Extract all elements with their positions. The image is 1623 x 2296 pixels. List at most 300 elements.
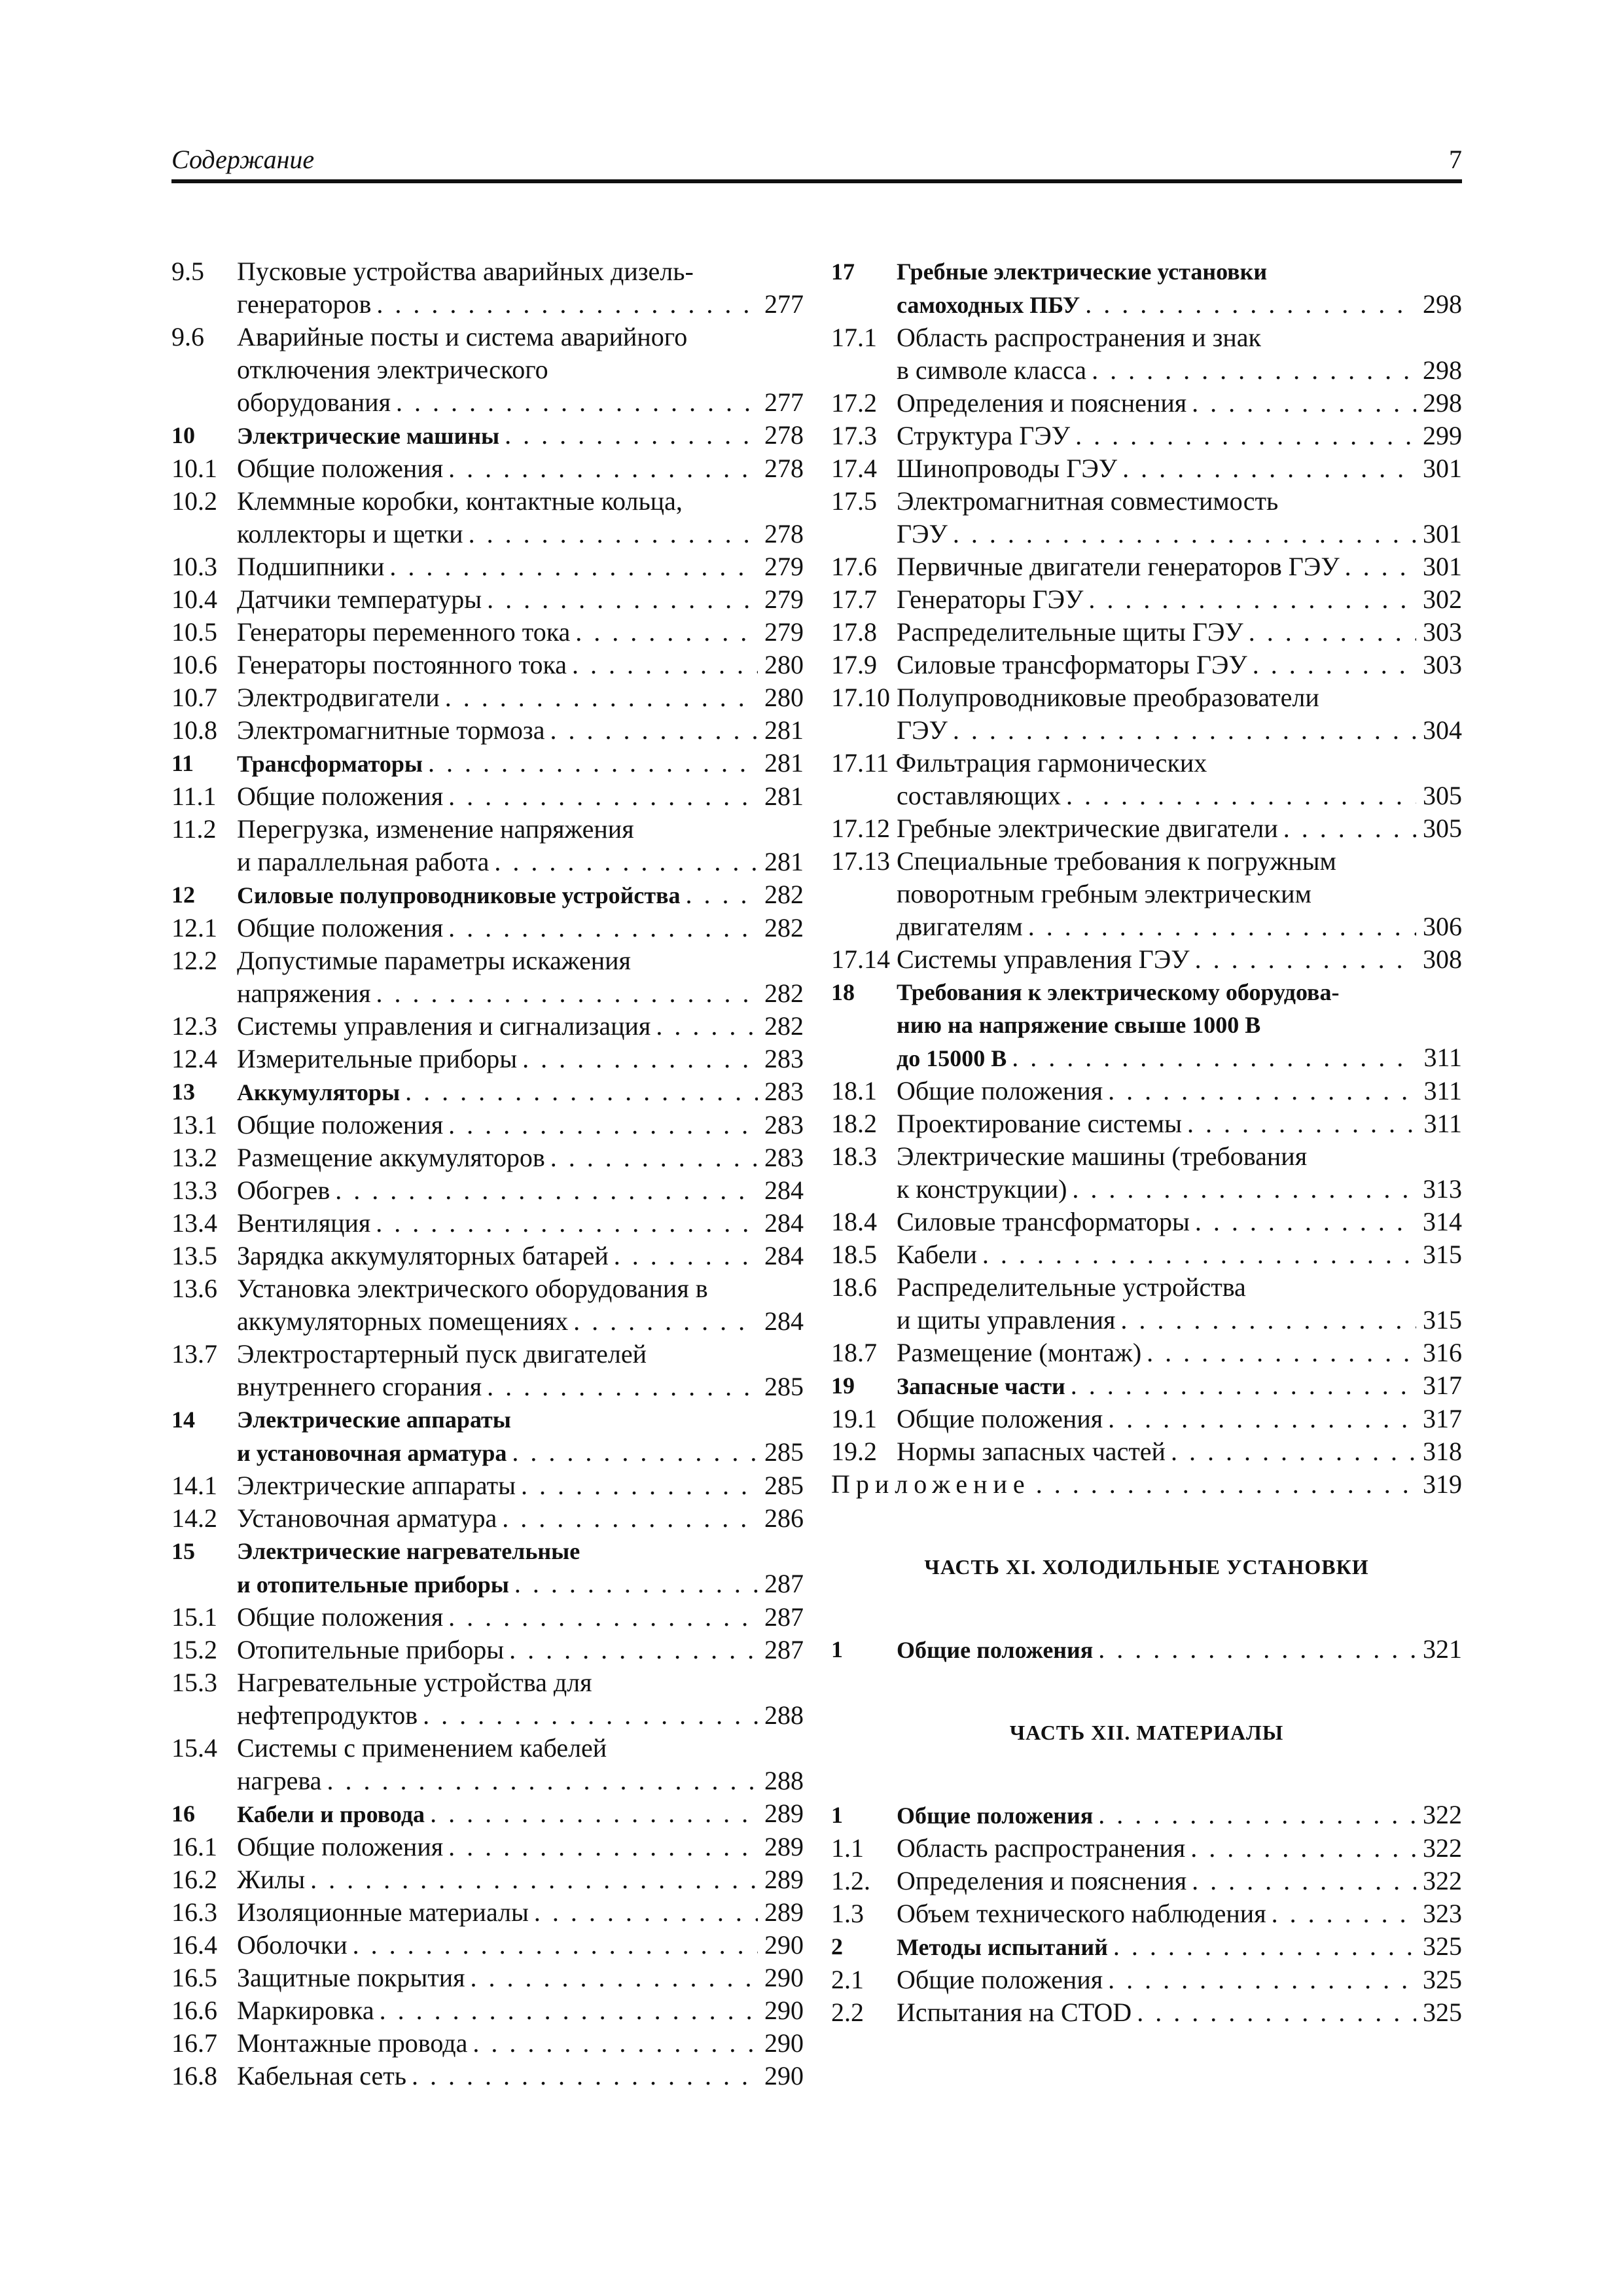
toc-entry-body <box>237 1075 804 1109</box>
toc-entry <box>831 485 1462 550</box>
toc-entry-number: 10 <box>171 422 195 448</box>
toc-entry-title: Датчики температуры <box>237 584 482 614</box>
toc-entry-number: 17.5 <box>831 486 877 516</box>
toc-entry-number: 19 <box>831 1372 855 1399</box>
toc-entry-last-line <box>237 1896 804 1929</box>
toc-entry-page: 323 <box>1423 1899 1462 1928</box>
toc-entry-title: Силовые трансформаторы ГЭУ <box>897 650 1247 679</box>
toc-entry <box>171 747 804 780</box>
toc-entry-body <box>237 1929 804 1962</box>
toc-entry-last-line <box>237 1994 804 2027</box>
toc-entry-title: Запасные части <box>897 1373 1065 1399</box>
dot-leader <box>1092 354 1416 387</box>
toc-entry-page: 279 <box>764 584 804 614</box>
toc-entry-page: 283 <box>764 1077 804 1106</box>
toc-entry-title: Маркировка <box>237 1996 374 2025</box>
toc-entry-page: 287 <box>764 1602 804 1632</box>
toc-entry-title: Кабельная сеть <box>237 2061 406 2090</box>
toc-entry-body <box>237 780 804 813</box>
toc-entry-body <box>897 1369 1462 1403</box>
toc-entry-title: Жилы <box>237 1865 306 1894</box>
toc-entry-number: 11.2 <box>171 814 217 844</box>
toc-entry-number: 17.14 <box>831 944 890 974</box>
dot-leader <box>494 846 758 878</box>
toc-entry-number: 16.6 <box>171 1996 217 2025</box>
toc-entry <box>171 681 804 714</box>
toc-entry-body <box>897 452 1462 485</box>
toc-entry-page: 282 <box>764 880 804 909</box>
toc-entry-body <box>897 321 1462 387</box>
toc-entry-page: 318 <box>1423 1437 1462 1466</box>
toc-entry-number: 17.12 <box>831 814 890 843</box>
toc-entry-number: 18.5 <box>831 1240 877 1269</box>
toc-entry-number: 13.6 <box>171 1274 217 1303</box>
toc-entry-title: Генераторы ГЭУ <box>897 584 1084 614</box>
toc-entry-last-line <box>237 1075 804 1109</box>
toc-entry-body <box>897 1107 1462 1140</box>
toc-entry <box>831 1107 1462 1140</box>
toc-entry-last-line <box>237 2060 804 2092</box>
toc-entry-title-line: 17.11 Фильтрация гармонических <box>831 748 1207 778</box>
toc-entry <box>171 2027 804 2060</box>
toc-entry-page: 280 <box>764 650 804 679</box>
toc-entry <box>171 616 804 649</box>
toc-entry <box>171 1272 804 1338</box>
toc-entry-number: 10.8 <box>171 715 217 745</box>
toc-entry-body <box>897 420 1462 452</box>
toc-entry-body <box>237 681 804 714</box>
toc-entry-title: Испытания на CTOD <box>897 1998 1132 2027</box>
toc-entry-last-line <box>237 452 804 485</box>
dot-leader <box>1120 1304 1416 1336</box>
toc-entry-page: 317 <box>1423 1404 1462 1433</box>
toc-entry-page: 311 <box>1423 1043 1462 1072</box>
toc-entry-page: 305 <box>1423 781 1462 810</box>
dot-leader <box>1012 1041 1416 1074</box>
toc-entry-last-line <box>237 1240 804 1272</box>
page-header <box>171 131 1462 183</box>
toc-entry <box>171 419 804 452</box>
toc-entry-title: Общие положения <box>897 1965 1103 1994</box>
toc-entry-body <box>897 616 1462 649</box>
dot-leader <box>521 1469 758 1502</box>
toc-entry-title: и щиты управления <box>897 1305 1116 1335</box>
toc-entry-number: 13.2 <box>171 1143 217 1172</box>
toc-entry-last-line <box>897 1403 1462 1435</box>
toc-entry <box>831 845 1462 943</box>
toc-entry-body <box>237 1962 804 1994</box>
toc-entry-number: 16 <box>171 1801 195 1827</box>
toc-entry-body <box>237 1240 804 1272</box>
dot-leader <box>335 1174 758 1207</box>
toc-entry-title: Электромагнитные тормоза <box>237 715 545 745</box>
toc-entry-title: Общие положения <box>237 781 444 811</box>
toc-entry-number: 10.1 <box>171 454 217 483</box>
dot-leader <box>505 419 758 452</box>
toc-entry-last-line <box>897 1832 1462 1865</box>
toc-column-right <box>831 255 1462 2029</box>
dot-leader <box>376 288 758 321</box>
toc-entry-page: 317 <box>1423 1371 1462 1400</box>
toc-entry-number: 15.1 <box>171 1602 217 1632</box>
toc-entry-title: аккумуляторных помещениях <box>237 1306 569 1336</box>
toc-entry-body <box>237 1043 804 1075</box>
toc-entry-last-line <box>237 747 804 780</box>
toc-entry <box>171 1929 804 1962</box>
toc-entry-body <box>237 1403 804 1469</box>
toc-entry-body <box>897 1140 1462 1206</box>
toc-entry-last-line <box>897 1930 1462 1964</box>
toc-entry-last-line <box>237 386 804 419</box>
dot-leader <box>1249 616 1416 649</box>
toc-entry <box>171 1863 804 1896</box>
toc-entry-last-line <box>897 1336 1462 1369</box>
toc-entry <box>831 616 1462 649</box>
toc-entry-page: 283 <box>764 1110 804 1139</box>
toc-entry-last-line <box>831 812 1462 845</box>
toc-entry-title: ГЭУ <box>897 519 948 548</box>
toc-entry <box>171 1403 804 1469</box>
toc-entry-body <box>237 1863 804 1896</box>
toc-entry-last-line <box>237 288 804 321</box>
dot-leader <box>1192 387 1416 420</box>
toc-entry-page: 289 <box>764 1865 804 1894</box>
toc-entry <box>171 912 804 944</box>
toc-entry-page: 283 <box>764 1143 804 1172</box>
toc-entry <box>171 813 804 878</box>
toc-entry-body <box>237 1272 804 1338</box>
toc-entry-title: составляющих <box>897 781 1061 810</box>
toc-entry-title-line: Гребные электрические установки <box>897 259 1268 285</box>
toc-entry-number: 18 <box>831 979 855 1005</box>
toc-entry-page: 290 <box>764 1930 804 1960</box>
toc-entry <box>171 1141 804 1174</box>
dot-leader <box>1171 1435 1416 1468</box>
toc-entry-title: внутреннего сгорания <box>237 1372 482 1401</box>
toc-entry-number: 15.3 <box>171 1668 217 1697</box>
toc-entry-number: 12 <box>171 882 195 908</box>
toc-entry-page: 308 <box>1423 944 1462 974</box>
toc-entry-title-line: 17.10 Полупроводниковые преобразователи <box>831 683 1319 712</box>
toc-entry <box>171 1896 804 1929</box>
toc-entry-body <box>897 387 1462 420</box>
toc-entry-page: 281 <box>764 847 804 876</box>
dot-leader <box>1108 1964 1416 1996</box>
toc-entry-last-line <box>237 1699 804 1732</box>
toc-entry-last-line <box>237 1863 804 1896</box>
toc-entry-page: 299 <box>1423 421 1462 450</box>
toc-entry-page: 289 <box>764 1832 804 1861</box>
toc-entry-number: 15 <box>171 1538 195 1564</box>
toc-entry-title: Первичные двигатели генераторов ГЭУ <box>897 552 1340 581</box>
toc-entry-title: Вентиляция <box>237 1208 371 1238</box>
toc-entry-number: 16.5 <box>171 1963 217 1992</box>
toc-entry-number: 18.4 <box>831 1207 877 1236</box>
toc-entry-page: 319 <box>1423 1469 1462 1499</box>
toc-entry-page: 284 <box>764 1306 804 1336</box>
toc-entry <box>171 1240 804 1272</box>
toc-entry-number: 11.1 <box>171 781 217 811</box>
toc-entry <box>171 255 804 321</box>
toc-entry-page: 325 <box>1423 1965 1462 1994</box>
dot-leader <box>953 518 1416 550</box>
dot-leader <box>502 1502 758 1535</box>
toc-entry-title: Определения и пояснения <box>897 1866 1187 1895</box>
toc-entry-number: 12.4 <box>171 1044 217 1073</box>
toc-entry-last-line <box>831 1468 1462 1501</box>
toc-entry <box>831 420 1462 452</box>
dot-leader <box>405 1075 758 1108</box>
toc-entry <box>171 1207 804 1240</box>
toc-entry-last-line <box>897 616 1462 649</box>
toc-entry-body <box>237 1797 804 1831</box>
toc-entry-page: 301 <box>1423 519 1462 548</box>
dot-leader <box>1098 1799 1416 1831</box>
toc-entry-title-line: поворотным гребным электрическим <box>897 879 1311 908</box>
toc-entry-title: Распределительные щиты ГЭУ <box>897 617 1243 647</box>
dot-leader <box>1098 1633 1416 1666</box>
toc-entry-body <box>237 1896 804 1929</box>
toc-entry-last-line <box>237 1371 804 1403</box>
dot-leader <box>423 1699 758 1732</box>
toc-entry-body <box>237 583 804 616</box>
toc-entry-body <box>897 1075 1462 1107</box>
toc-entry-body <box>237 1634 804 1666</box>
toc-entry-number: 2.2 <box>831 1998 864 2027</box>
toc-entry-title: самоходных ПБУ <box>897 292 1080 318</box>
toc-entry <box>831 1832 1462 1865</box>
dot-leader <box>512 1436 758 1469</box>
toc-entry-last-line <box>897 1173 1462 1206</box>
dot-leader <box>572 649 758 681</box>
toc-entry <box>171 583 804 616</box>
toc-list-part-xi <box>831 1633 1462 1666</box>
dot-leader <box>1147 1336 1416 1369</box>
toc-entry-page: 278 <box>764 454 804 483</box>
toc-entry-title: Общие положения <box>237 454 444 483</box>
toc-entry-title: Методы испытаний <box>897 1934 1108 1960</box>
toc-entry-number: 16.1 <box>171 1832 217 1861</box>
toc-entry-title: Аккумуляторы <box>237 1079 401 1105</box>
toc-entry-title-line: нию на напряжение свыше 1000 В <box>897 1012 1261 1038</box>
toc-entry-number: 15.4 <box>171 1733 217 1763</box>
toc-entry-number: 16.8 <box>171 2061 217 2090</box>
toc-entry-number: 17.1 <box>831 323 877 352</box>
toc-entry <box>831 1403 1462 1435</box>
toc-entry-last-line <box>237 1962 804 1994</box>
toc-entry <box>831 1336 1462 1369</box>
running-title: Содержание <box>171 145 315 174</box>
toc-entry-title: Изоляционные материалы <box>237 1897 529 1927</box>
toc-entry-page: 281 <box>764 715 804 745</box>
toc-entry-body <box>897 976 1462 1075</box>
toc-entry-body <box>831 812 1462 845</box>
toc-entry-last-line <box>237 1765 804 1797</box>
dot-leader <box>310 1863 758 1896</box>
toc-entry-body <box>237 1207 804 1240</box>
toc-entry-last-line <box>237 977 804 1010</box>
dot-leader <box>353 1929 758 1962</box>
toc-entry-page: 289 <box>764 1897 804 1927</box>
toc-entry-title-line: Электрические машины (требования <box>897 1141 1308 1171</box>
toc-entry-page: 281 <box>764 748 804 778</box>
toc-column-left <box>171 255 804 2092</box>
toc-entry-page: 301 <box>1423 552 1462 581</box>
toc-entry-number: 1.1 <box>831 1833 864 1863</box>
toc-entry-page: 315 <box>1423 1305 1462 1335</box>
dot-leader <box>428 747 758 780</box>
toc-entry-page: 303 <box>1423 650 1462 679</box>
toc-entry <box>831 1206 1462 1238</box>
toc-entry-body <box>897 255 1462 321</box>
toc-entry <box>831 1964 1462 1996</box>
toc-entry-page: 325 <box>1423 1931 1462 1961</box>
toc-entry-number: 17.13 <box>831 846 890 876</box>
toc-entry-body <box>831 747 1462 812</box>
toc-entry-number: 13.3 <box>171 1175 217 1205</box>
dot-leader <box>1036 1468 1416 1501</box>
dot-leader <box>396 386 758 419</box>
toc-entry-title: 17.12 Гребные электрические двигатели <box>831 814 1278 843</box>
dot-leader <box>1085 288 1416 321</box>
dot-leader <box>487 1371 758 1403</box>
dot-leader <box>1072 1173 1416 1206</box>
dot-leader <box>487 583 758 616</box>
toc-entry-body <box>897 649 1462 681</box>
toc-entry-number: 17.9 <box>831 650 877 679</box>
toc-entry-page: 290 <box>764 2028 804 2058</box>
toc-entry <box>831 1468 1462 1501</box>
dot-leader <box>1272 1897 1416 1930</box>
toc-entry-body <box>237 1831 804 1863</box>
toc-entry-last-line <box>897 714 1462 747</box>
toc-entry-page: 315 <box>1423 1240 1462 1269</box>
page-number: 7 <box>1449 145 1462 174</box>
toc-entry-number: 1 <box>831 1636 843 1662</box>
toc-entry-page: 278 <box>764 519 804 548</box>
toc-entry-body <box>237 1141 804 1174</box>
dot-leader <box>1190 1832 1416 1865</box>
toc-entry-page: 285 <box>764 1471 804 1500</box>
toc-entry-last-line <box>897 1799 1462 1832</box>
toc-entry-page: 283 <box>764 1044 804 1073</box>
toc-entry <box>831 747 1462 812</box>
toc-entry <box>831 1897 1462 1930</box>
toc-entry-number: 2.1 <box>831 1965 864 1994</box>
toc-entry-title-line: Электростартерный пуск двигателей <box>237 1339 647 1369</box>
toc-entry-last-line <box>897 550 1462 583</box>
toc-entry-last-line <box>237 1469 804 1502</box>
toc-entry-body <box>237 1109 804 1141</box>
toc-entry-title: Приложение <box>831 1469 1031 1499</box>
toc-entry <box>171 1469 804 1502</box>
toc-entry-last-line <box>897 649 1462 681</box>
toc-entry-body <box>897 1996 1462 2029</box>
toc-entry-page: 284 <box>764 1208 804 1238</box>
toc-entry-page: 314 <box>1423 1207 1462 1236</box>
toc-entry-page: 277 <box>764 387 804 417</box>
toc-entry-title: Нормы запасных частей <box>897 1437 1166 1466</box>
dot-leader <box>1071 1369 1416 1402</box>
dot-leader <box>1122 452 1416 485</box>
toc-entry <box>831 681 1462 747</box>
dot-leader <box>534 1896 758 1929</box>
toc-entry <box>831 1140 1462 1206</box>
toc-entry-number: 18.2 <box>831 1109 877 1138</box>
dot-leader <box>469 518 758 550</box>
dot-leader <box>1066 780 1416 812</box>
toc-entry-title: Общие положения <box>897 1803 1094 1829</box>
toc-entry <box>171 1732 804 1797</box>
toc-entry <box>831 1930 1462 1964</box>
toc-entry <box>171 649 804 681</box>
toc-entry-number: 17.8 <box>831 617 877 647</box>
toc-entry-title: Общие положения <box>237 1602 444 1632</box>
dot-leader <box>448 1831 758 1863</box>
toc-entry-title-line: Аварийные посты и система аварийного <box>237 322 688 351</box>
toc-entry-title: и установочная арматура <box>237 1440 507 1466</box>
toc-entry-page: 290 <box>764 1996 804 2025</box>
dot-leader <box>327 1765 758 1797</box>
toc-entry-last-line <box>897 1865 1462 1897</box>
toc-entry-body <box>237 452 804 485</box>
toc-entry-last-line <box>897 1206 1462 1238</box>
dot-leader <box>656 1010 758 1043</box>
toc-entry-page: 290 <box>764 2061 804 2090</box>
toc-entry-body <box>237 2060 804 2092</box>
toc-entry-title: Измерительные приборы <box>237 1044 518 1073</box>
toc-entry-title: Электрические машины <box>237 423 500 449</box>
toc-entry-last-line <box>897 452 1462 485</box>
toc-entry-page: 290 <box>764 1963 804 1992</box>
toc-entry-body <box>831 845 1462 943</box>
toc-entry-page: 311 <box>1423 1109 1462 1138</box>
dot-leader <box>550 1141 758 1174</box>
toc-entry-title: и отопительные приборы <box>237 1571 509 1598</box>
toc-entry-title: Подшипники <box>237 552 385 581</box>
toc-entry <box>831 812 1462 845</box>
toc-entry-title: Монтажные провода <box>237 2028 468 2058</box>
toc-entry-title: Установочная арматура <box>237 1503 497 1533</box>
toc-entry-title: коллекторы и щетки <box>237 519 463 548</box>
toc-entry <box>171 1634 804 1666</box>
toc-entry-page: 313 <box>1423 1174 1462 1204</box>
toc-entry-page: 288 <box>764 1766 804 1795</box>
toc-entry <box>831 255 1462 321</box>
toc-entry-last-line <box>237 1109 804 1141</box>
toc-entry-title: Силовые полупроводниковые устройства <box>237 882 681 908</box>
toc-entry-number: 13.5 <box>171 1241 217 1270</box>
toc-entry-title: Зарядка аккумуляторных батарей <box>237 1241 609 1270</box>
toc-entry <box>171 1831 804 1863</box>
toc-entry <box>171 2060 804 2092</box>
toc-entry-title: оборудования <box>237 387 391 417</box>
toc-entry-number: 14.1 <box>171 1471 217 1500</box>
toc-entry-page: 284 <box>764 1175 804 1205</box>
toc-entry-last-line <box>897 910 1462 943</box>
toc-entry-last-line <box>897 518 1462 550</box>
toc-entry-last-line <box>897 1238 1462 1271</box>
toc-entry-number: 18.7 <box>831 1338 877 1367</box>
dot-leader <box>448 452 758 485</box>
toc-entry-body <box>237 1601 804 1634</box>
toc-entry-last-line <box>897 387 1462 420</box>
toc-entry-page: 281 <box>764 781 804 811</box>
toc-entry-last-line <box>237 1601 804 1634</box>
toc-entry-page: 316 <box>1423 1338 1462 1367</box>
toc-entry-title: Проектирование системы <box>897 1109 1182 1138</box>
toc-entry-last-line <box>237 616 804 649</box>
